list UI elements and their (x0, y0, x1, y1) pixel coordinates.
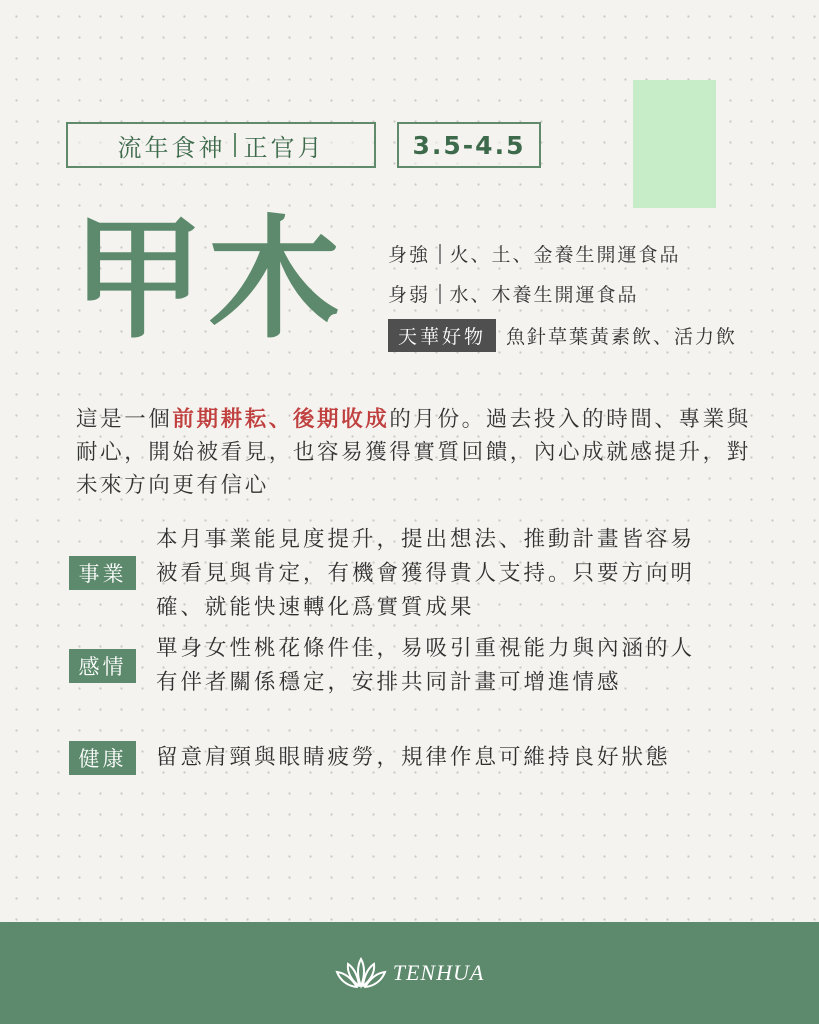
food-weak-row (388, 280, 639, 307)
love-text (156, 632, 756, 700)
career-label: 事業 (69, 556, 136, 590)
food-recommend-row (388, 319, 737, 352)
food-weak-label: 身弱 (388, 284, 431, 306)
brand-name: TENHUA (392, 960, 485, 985)
footer-bar (0, 922, 819, 1024)
brand-logo (335, 956, 485, 990)
decorative-green-block (633, 80, 716, 208)
health-label: 健康 (69, 741, 136, 775)
recommend-text: 魚針草葉黃素飲、活力飲 (506, 326, 738, 348)
period-divider (234, 133, 236, 157)
love-label: 感情 (69, 649, 136, 683)
career-line: 確、就能快速轉化爲實質成果 (156, 595, 475, 620)
career-text (156, 523, 756, 625)
date-range-tag: 3.5-4.5 (397, 122, 541, 168)
intro-lead: 這是一個 (76, 407, 173, 432)
food-strong-row (388, 240, 681, 267)
food-divider (439, 284, 441, 304)
love-line: 單身女性桃花條件佳，易吸引重視能力與內涵的人 (156, 636, 696, 661)
recommend-label: 天華好物 (388, 319, 496, 352)
intro-highlight: 前期耕耘、後期收成 (172, 407, 390, 432)
intro-rest: 的月份。過去投入的時間、專業與耐心，開始被看見，也容易獲得實質回饋，內心成就感提升，對未來方向更有信心 (76, 407, 751, 498)
food-strong-text: 火、土、金養生開運食品 (449, 244, 681, 266)
health-line: 留意肩頸與眼睛疲勞，規律作息可維持良好狀態 (156, 745, 671, 770)
health-text (156, 741, 756, 775)
intro-paragraph (76, 403, 756, 502)
lotus-icon (335, 956, 387, 990)
career-line: 被看見與肯定，有機會獲得貴人支持。只要方向明 (156, 561, 696, 586)
page-title: 甲木 (72, 202, 344, 357)
career-line: 本月事業能見度提升，提出想法、推動計畫皆容易 (156, 527, 696, 552)
food-strong-label: 身強 (388, 244, 431, 266)
love-line: 有伴者關係穩定，安排共同計畫可增進情感 (156, 670, 622, 695)
food-divider (439, 244, 441, 264)
period-tag (66, 122, 376, 168)
period-year-label: 流年食神 (117, 133, 226, 162)
period-month-label: 正官月 (243, 133, 325, 162)
food-weak-text: 水、木養生開運食品 (449, 284, 639, 306)
